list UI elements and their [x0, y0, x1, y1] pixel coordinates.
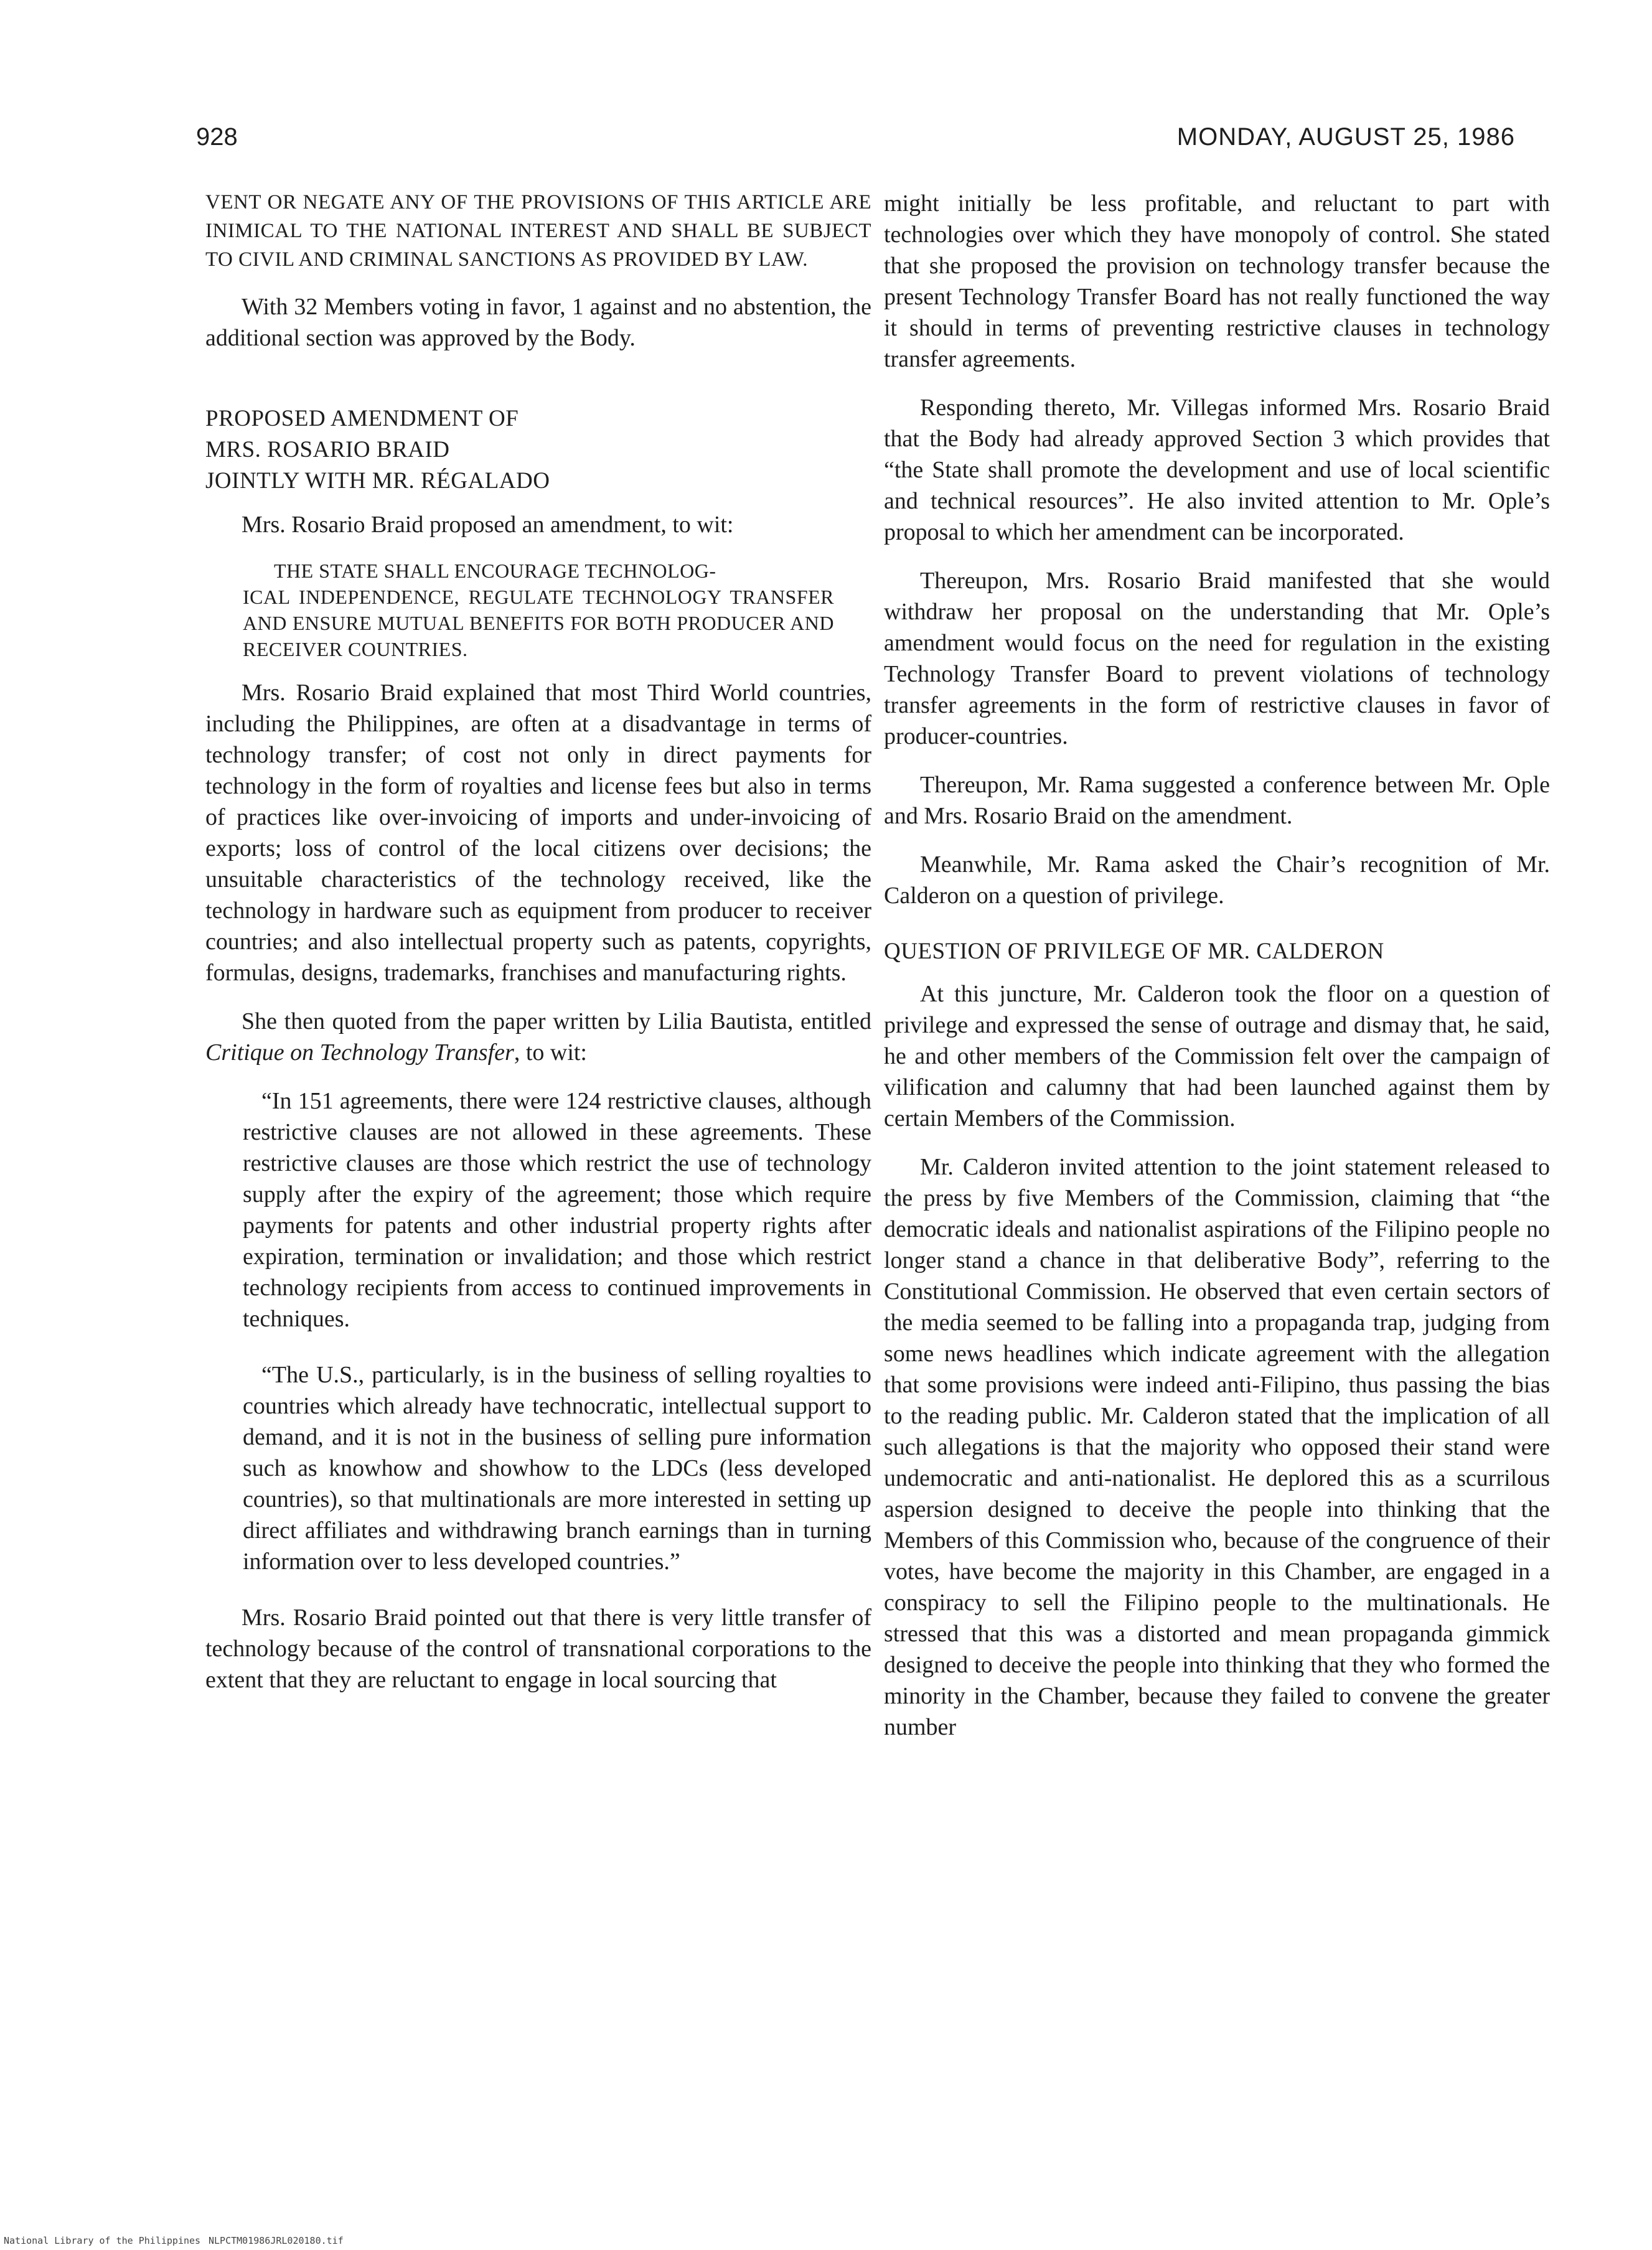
- amendment-rest: ICAL INDEPENDENCE, REGULATE TECHNOLOGY TRANSFER AND ENSURE MUTUAL BENEFITS FOR BOTH PRODUCER AND RECEIVER COUNTRIES.: [243, 586, 834, 660]
- paragraph-continuation: might initially be less profitable, and reluctant to part with technologies over which they have monopoly of control. She stated that she proposed the provision on technology transfer because the present Technology Transfer Board has not really functioned the way it should in terms of preventing restrictive clauses in technology transfer agreements.: [884, 190, 1550, 372]
- page-header: [196, 123, 1515, 151]
- paragraph: Mrs. Rosario Braid pointed out that there is very little transfer of technology because of the control of transnational corporations to the extent that they are reluctant to engage in local sourcing that: [205, 1605, 871, 1693]
- paragraph-quote-intro: [205, 1006, 871, 1068]
- block-quote: “The U.S., particularly, is in the business of selling royalties to countries which already have technocratic, intellectual support to demand, and it is not in the business of selling pure information such as knowhow and showhow to the LDCs (less developed countries), so that multinationals are more interested in setting up direct affiliates and withdrawing branch earnings than in turning information over to less developed countries.”: [243, 1362, 871, 1575]
- right-column: [884, 188, 1550, 1760]
- heading-line: PROPOSED AMENDMENT OF: [205, 406, 519, 431]
- paragraph: Mrs. Rosario Braid explained that most Third World countries, including the Philippines, are often at a disadvantage in terms of technology transfer; of cost not only in direct payments for technology in the form of royalties and license fees but also in terms of practices like over-invoicing of imports and under-invoicing of exports; loss of control of the local citizens over decisions; the unsuitable characteristics of the technology received, like the technology in hardware such as equipment from producer to receiver countries; and also intellectual property such as patents, copyrights, formulas, designs, trademarks, franchises and manufacturing rights.: [205, 680, 871, 986]
- paragraph: Responding thereto, Mr. Villegas informed Mrs. Rosario Braid that the Body had already approved Section 3 which provides that “the State shall promote the development and use of local scientific and technical resources”. He also invited attention to Mr. Ople’s proposal to which her amendment can be incorporated.: [884, 395, 1550, 545]
- text-run: , to wit:: [514, 1039, 587, 1066]
- paper-title: Critique on Technology Transfer: [205, 1039, 514, 1066]
- text-run: She then quoted from the paper written by Lilia Bautista, entitled: [242, 1008, 871, 1034]
- paragraph: Mr. Calderon invited attention to the joint statement released to the press by five Members of the Commission, claiming that “the democratic ideals and nationalist aspirations of the Filipino people no longer stand a chance in that deliberative Body”, referring to the Constitutional Commission. He observed that even certain sectors of the media seemed to be falling into a propaganda trap, judging from some news headlines which indicate agreement with the allegation that some provisions were indeed anti-Filipino, thus passing the bias to the reading public. Mr. Calderon stated that the implication of all such allegations is that the majority who opposed their stand were undemocratic and anti-nationalist. He deplored this as a scurrilous aspersion designed to deceive the people into thinking that the Members of this Commission who, because of the congruence of their votes, have become the majority in this Chamber, are engaged in a conspiracy to sell the Filipino people to the multinationals. He stressed that this was a distorted and mean propaganda gimmick designed to deceive the people into thinking that they who formed the minority in the Chamber, because they failed to convene the greater number: [884, 1154, 1550, 1740]
- heading-line: MRS. ROSARIO BRAID: [205, 437, 450, 462]
- article-text-continuation: VENT OR NEGATE ANY OF THE PROVISIONS OF THIS ARTICLE ARE INIMICAL TO THE NATIONAL INTEREST AND SHALL BE SUBJECT TO CIVIL AND CRIMINAL SANCTIONS AS PROVIDED BY LAW.: [205, 191, 871, 271]
- paragraph: Meanwhile, Mr. Rama asked the Chair’s recognition of Mr. Calderon on a question of privilege.: [884, 851, 1550, 909]
- paragraph: Thereupon, Mrs. Rosario Braid manifested that she would withdraw her proposal on the understanding that Mr. Ople’s amendment would focus on the need for regulation in the existing Technology Transfer Board to prevent violations of technology transfer agreements in the form of restrictive clauses in favor of producer-countries.: [884, 568, 1550, 749]
- amendment-first-line: THE STATE SHALL ENCOURAGE TECHNOLOG-: [274, 560, 716, 582]
- paragraph: At this juncture, Mr. Calderon took the floor on a question of privilege and expressed the sense of outrage and dismay that, he said, he and other members of the Commission felt over the campaign of vilification and calumny that had been launched against them by certain Members of the Commission.: [884, 981, 1550, 1132]
- heading-line: JOINTLY WITH MR. RÉGALADO: [205, 468, 550, 494]
- footer-library: National Library of the Philippines: [4, 2235, 201, 2246]
- block-quote: “In 151 agreements, there were 124 restrictive clauses, although restrictive clauses are not allowed in these agreements. These restrictive clauses are those which restrict the use of technology supply after the expiry of the agreement; those which require payments for patents and other industrial property rights after expiration, termination or invalidation; and those which restrict technology recipients from access to continued improvements in techniques.: [243, 1088, 871, 1332]
- section-heading-proposed-amendment: [205, 403, 871, 497]
- page-date: MONDAY, AUGUST 25, 1986: [1176, 123, 1515, 151]
- footer-filename: NLPCTM01986JRL020180.tif: [209, 2235, 344, 2246]
- left-column: [205, 188, 871, 1713]
- section-heading-question-of-privilege: QUESTION OF PRIVILEGE OF MR. CALDERON: [884, 939, 1384, 964]
- amendment-text: [243, 558, 834, 662]
- paragraph: Thereupon, Mr. Rama suggested a conference between Mr. Ople and Mrs. Rosario Braid on the amendment.: [884, 772, 1550, 829]
- paragraph: Mrs. Rosario Braid proposed an amendment, to wit:: [242, 512, 734, 538]
- page-number: 928: [196, 123, 238, 151]
- vote-result-paragraph: With 32 Members voting in favor, 1 against and no abstention, the additional section was approved by the Body.: [205, 294, 871, 351]
